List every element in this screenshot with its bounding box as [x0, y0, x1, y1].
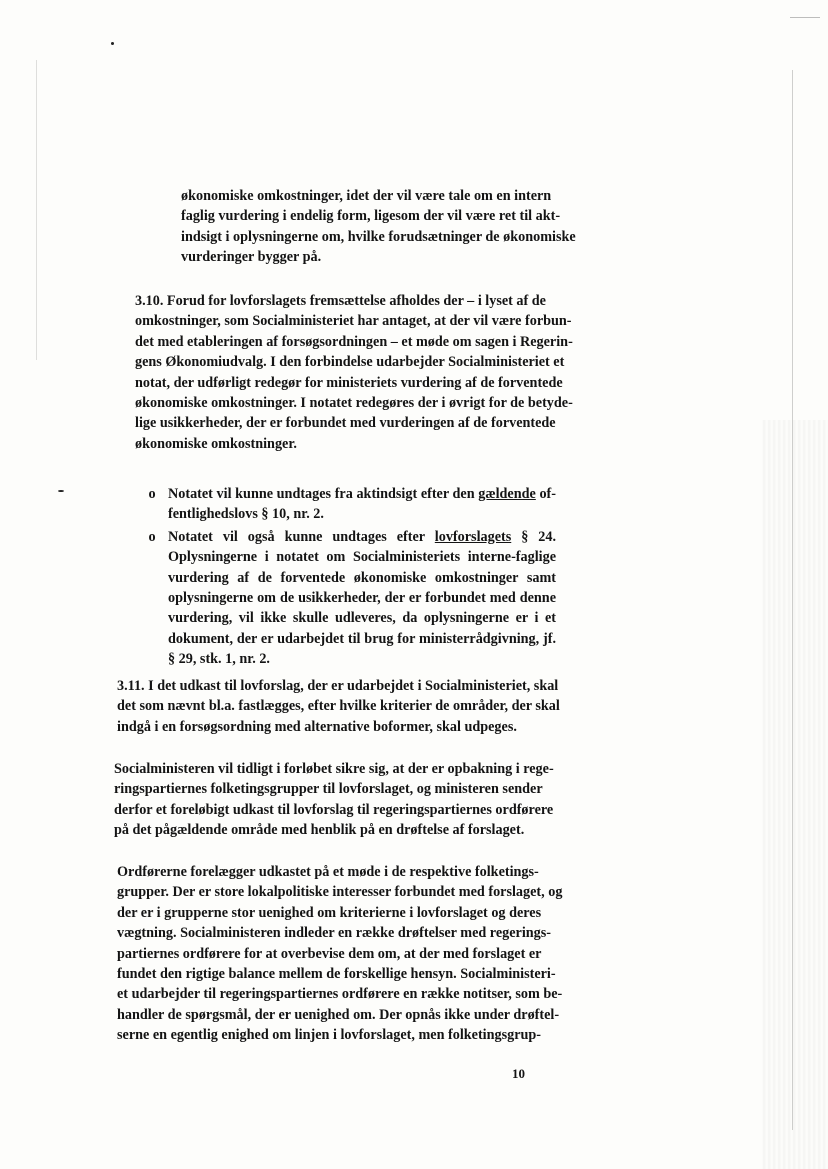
text-line: der er i grupperne stor uenighed om kriterierne i lovforslaget og deres — [117, 904, 542, 921]
text-line: lige usikkerheder, der er forbundet med vurderingen af de forventede — [135, 415, 556, 432]
text-line: økonomiske omkostninger. — [135, 435, 297, 452]
scan-edge-texture — [762, 420, 828, 1169]
section-3-10 — [135, 291, 573, 454]
text-line: økonomiske omkostninger. I notatet redegøres der i øvrigt for de betyde- — [135, 395, 573, 412]
bullet-text: § 24. Oplysningerne i notatet om Socialministeriets interne-faglige vurdering af de forventede økonomiske omkostninger samt oplysningerne om de usikkerheder, der er forbundet med denne vurdering, vil ikke skulle udleveres, da oplysningerne er i et dokument, der er udarbejdet til brug for ministerrådgivning, jf. § 29, stk. 1, nr. 2. — [168, 528, 556, 668]
text-line: ringspartiernes folketingsgrupper til lovforslaget, og ministeren sender — [114, 781, 543, 798]
text-line: indgå i en forsøgsordning med alternative boformer, skal udpeges. — [117, 718, 517, 735]
paragraph-ordfoerer-lines — [117, 862, 563, 1046]
text-line: økonomiske omkostninger, idet der vil være tale om en intern — [181, 188, 552, 204]
text-line: notat, der udførligt redegør for ministeriets vurdering af de forventede — [135, 374, 563, 391]
section-3-10-lines — [135, 291, 573, 454]
text-line: vurderinger bygger på. — [181, 249, 322, 266]
scan-speck — [58, 490, 64, 492]
scan-edge-line-left — [36, 60, 37, 360]
bullet-text: Notatet vil også kunne undtages efter — [168, 528, 435, 545]
text-line: omkostninger, som Socialministeriet har antaget, at der vil være forbun- — [135, 313, 572, 330]
bullet-circle-icon: o — [148, 486, 156, 502]
text-line: 3.10. Forud for lovforslagets fremsættelse afholdes der – i lyset af de — [135, 293, 546, 309]
text-line: på det pågældende område med henblik på en drøftelse af forslaget. — [114, 822, 525, 839]
text-line: fundet den rigtige balance mellem de forskellige hensyn. Socialministeri- — [117, 966, 556, 983]
paragraph-ordfoerer — [117, 862, 563, 1046]
text-line: et udarbejder til regeringspartiernes ordførere en række notitser, som be- — [117, 986, 563, 1003]
text-line: handler de spørgsmål, der er uenighed om. Der opnås ikke under drøftel- — [117, 1006, 560, 1023]
bullet-circle-icon: o — [148, 528, 156, 545]
text-line: grupper. Der er store lokalpolitiske interesser forbundet med forslaget, og — [117, 884, 563, 901]
text-line: det med etableringen af forsøgsordningen – et møde om sagen i Regerin- — [135, 333, 573, 350]
text-line: partiernes ordførere for at overbevise dem om, at der med forslaget er — [117, 945, 542, 962]
bullet-item — [146, 484, 556, 525]
text-line: Ordførerne forelægger udkastet på et møde i de respektive folketings- — [117, 864, 539, 880]
intro-paragraph — [181, 186, 576, 268]
bullet-underlined-term: gældende — [478, 486, 536, 502]
bullet-text: of-fentlighedslovs § 10, nr. 2. — [168, 486, 556, 523]
scan-artifact-rule — [790, 17, 820, 18]
paragraph-minister-lines — [114, 759, 554, 841]
bullet-text: Notatet vil kunne undtages fra aktindsigt efter den — [168, 486, 479, 502]
intro-lines — [181, 186, 576, 268]
text-line: serne en egentlig enighed om linjen i lovforslaget, men folketingsgrup- — [117, 1027, 542, 1044]
bullet-underlined-term: lovforslagets — [434, 528, 512, 545]
text-line: faglig vurdering i endelig form, ligesom der vil være ret til akt- — [181, 208, 561, 225]
section-3-11 — [117, 676, 560, 737]
text-line: indsigt i oplysningerne om, hvilke forudsætninger de økonomiske — [181, 228, 576, 245]
paragraph-minister — [114, 759, 554, 841]
text-line: 3.11. I det udkast til lovforslag, der er udarbejdet i Socialministeriet, skal — [117, 678, 559, 694]
bullet-list — [146, 484, 556, 670]
text-line: gens Økonomiudvalg. I den forbindelse udarbejder Socialministeriet et — [135, 354, 565, 371]
page-number: 10 — [512, 1066, 525, 1081]
text-line: det som nævnt bl.a. fastlægges, efter hvilke kriterier de områder, der skal — [117, 698, 560, 715]
section-3-11-lines — [117, 676, 560, 737]
text-line: derfor et foreløbigt udkast til lovforslag til regeringspartiernes ordførere — [114, 801, 554, 818]
bullet-item — [146, 527, 556, 670]
text-line: vægtning. Socialministeren indleder en række drøftelser med regerings- — [117, 925, 551, 942]
text-line: Socialministeren vil tidligt i forløbet sikre sig, at der er opbakning i rege- — [114, 761, 554, 777]
scan-speck — [111, 42, 114, 45]
